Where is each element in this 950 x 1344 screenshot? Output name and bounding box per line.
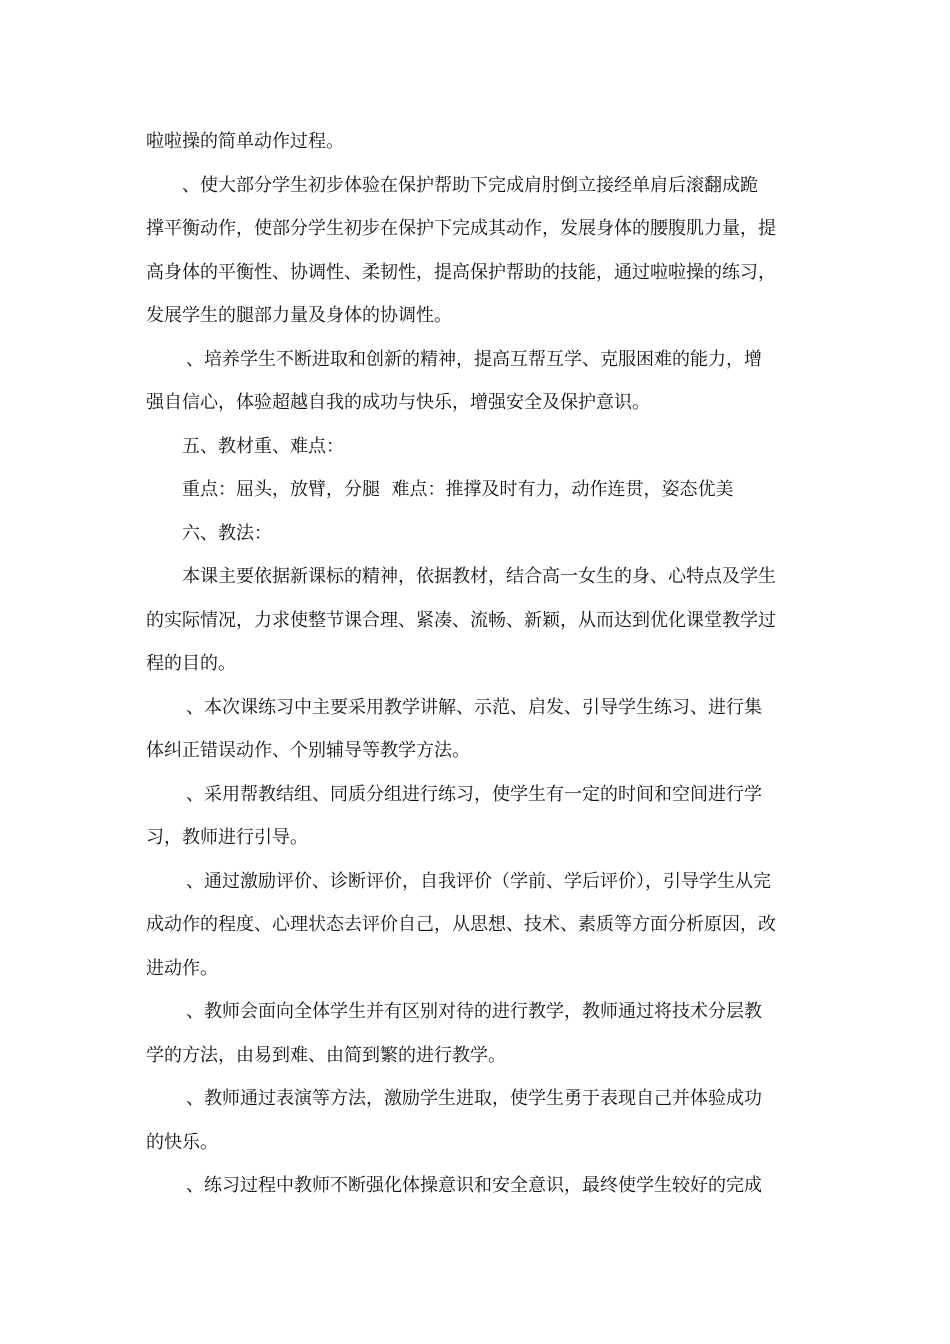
text-line: 发展学生的腿部力量及身体的协调性。 xyxy=(146,305,452,326)
section-heading-methods xyxy=(146,512,810,556)
text-line: 啦啦操的简单动作过程。 xyxy=(146,131,344,152)
text-line: 进动作。 xyxy=(146,957,218,979)
text-line: 、教师通过表演等方法，激励学生进取，使学生勇于表现自己并体验成功 xyxy=(186,1088,762,1109)
paragraph-objective-3 xyxy=(146,338,810,425)
paragraph-method-5 xyxy=(146,1077,810,1164)
text-line: 、通过激励评价、诊断评价，自我评价（学前、学后评价），引导学生从完 xyxy=(186,870,771,892)
document-body xyxy=(146,120,810,1208)
text-line: 的实际情况，力求使整节课合理、紧凑、流畅、新颖，从而达到优化课堂教学过 xyxy=(146,609,776,631)
paragraph-method-1 xyxy=(146,686,810,773)
paragraph-method-3 xyxy=(146,860,810,991)
paragraph-key-points xyxy=(146,468,810,512)
text-line: 、培养学生不断进取和创新的精神，提高互帮互学、克服困难的能力，增 xyxy=(186,348,762,370)
text-line: 六、教法： xyxy=(182,522,272,544)
paragraph-0 xyxy=(146,120,810,164)
text-line: 高身体的平衡性、协调性、柔韧性，提高保护帮助的技能，通过啦啦操的练习， xyxy=(146,261,776,283)
text-line: 体纠正错误动作、个别辅导等教学方法。 xyxy=(146,740,470,761)
text-line: 撑平衡动作，使部分学生初步在保护下完成其动作，发展身体的腰腹肌力量，提 xyxy=(146,218,776,239)
text-line: 、练习过程中教师不断强化体操意识和安全意识，最终使学生较好的完成 xyxy=(186,1175,762,1196)
text-line: 、教师会面向全体学生并有区别对待的进行教学，教师通过将技术分层教 xyxy=(186,1001,762,1022)
text-line: 程的目的。 xyxy=(146,653,236,674)
text-line: 、本次课练习中主要采用教学讲解、示范、启发、引导学生练习、进行集 xyxy=(186,696,762,718)
paragraph-methods-intro xyxy=(146,555,810,686)
text-line: 强自信心，体验超越自我的成功与快乐，增强安全及保护意识。 xyxy=(146,392,650,413)
paragraph-method-2 xyxy=(146,773,810,860)
section-heading-key-points xyxy=(146,425,810,469)
text-line: 、采用帮教结组、同质分组进行练习，使学生有一定的时间和空间进行学 xyxy=(186,783,762,805)
text-line: 五、教材重、难点： xyxy=(182,435,344,457)
text-line: 习，教师进行引导。 xyxy=(146,827,308,848)
text-line: 学的方法，由易到难、由简到繁的进行教学。 xyxy=(146,1044,506,1066)
paragraph-method-4 xyxy=(146,990,810,1077)
text-line: 重点：屈头，放臂，分腿 难点：推撑及时有力，动作连贯，姿态优美 xyxy=(182,479,734,500)
paragraph-method-6 xyxy=(146,1164,810,1208)
paragraph-objective-2 xyxy=(146,164,810,338)
text-line: 、使大部分学生初步体验在保护帮助下完成肩肘倒立接经单肩后滚翻成跪 xyxy=(182,174,758,196)
text-line: 成动作的程度、心理状态去评价自己，从思想、技术、素质等方面分析原因，改 xyxy=(146,914,776,935)
text-line: 的快乐。 xyxy=(146,1131,218,1153)
text-line: 本课主要依据新课标的精神，依据教材，结合高一女生的身、心特点及学生 xyxy=(182,566,776,587)
